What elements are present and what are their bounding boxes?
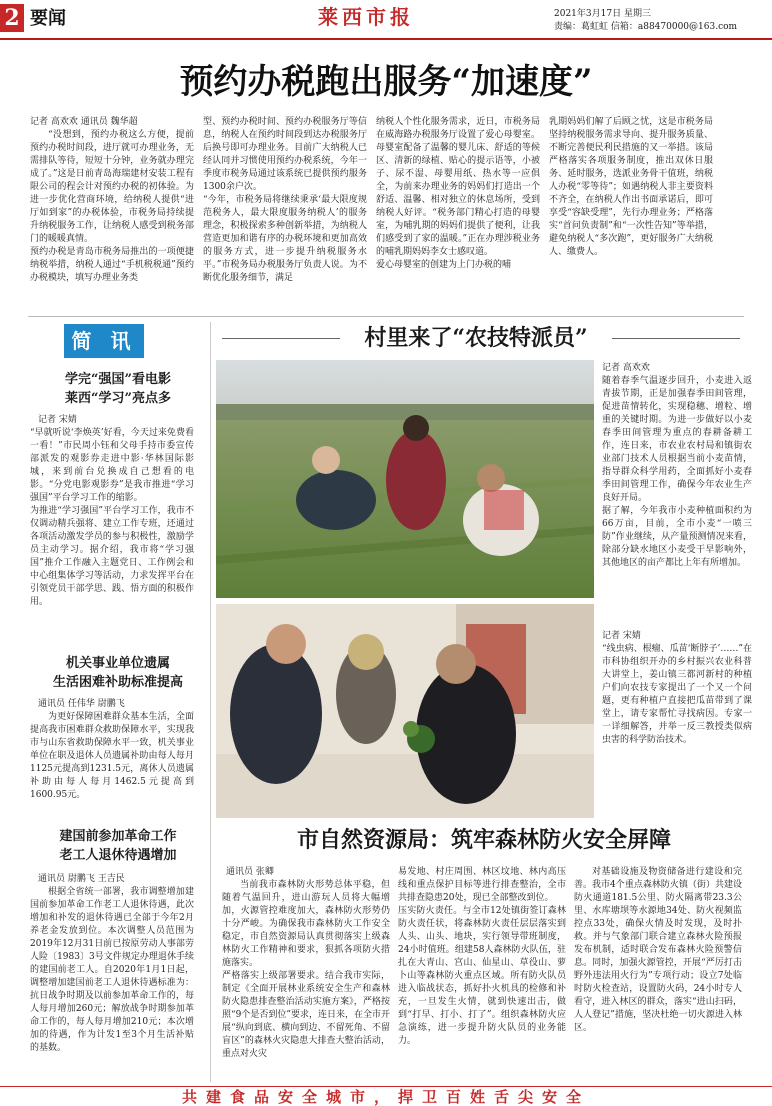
agri-text-2: “线虫病、根瘤、瓜苗‘断脖子’……”在市科协组织开办的乡村振兴农业科普大讲堂上，姜山镇三都河新村的种植户们向农技专家提出了一个又一个问题，更有种植户直接把瓜苗带到了课堂上，请专家帮忙寻找病因。专家一一详细解答，并举一反三教授类似病虫害的科学防治技术。 xyxy=(602,644,752,745)
sidebar-divider xyxy=(210,322,211,1082)
brief2-byline: 通讯员 任伟华 尉鹏飞 xyxy=(38,699,125,709)
forest-col-2: 易发地、村庄周围、林区坟地、林内高压线和重点保护目标等进行排查整治，全市共排查隐患20处，现已全部整改到位。 压实防火责任。与全市12处镇街签订森林防火责任状，将森林防火责任层层落实到人头、山头、地块，实行领导带班制度，24小时值班。组建58人森林防火队伍，驻扎在大青山、宫山、仙星山、草役山、萝卜山等森林防火重点区域。所有防火队员进入临战状态，抓好扑火机具的检修和补充，一旦发生火情，就到快速出击，做到“打早、打小、打了”。组织森林防火应急演练，进一步提升防火队员的业务能力。 xyxy=(398,867,566,1046)
headline-agri: 村里来了“农技特派员” xyxy=(364,325,588,351)
brief1-title-line2: 莱西“学习”亮点多 xyxy=(65,391,171,406)
header-rule xyxy=(0,38,772,40)
forest-col-1: 当前我市森林防火形势总体平稳，但随着气温回升，进山游玩人员将大幅增加，火源管控难度加大，森林防火形势仍十分严峻。为确保我市森林防火工作安全稳定，市自然资源局认真贯彻落实上级森林防火工作精神和要求，狠抓各项防火措施落实。 严格落实上级部署要求。结合我市实际，制定《全面开展林业系统安全生产和森林防火隐患排查整治活动实施方案》，严格按照“9个是否到位”要求，连日来，在全市开展“纵向到底、横向到边、不留死角、不留盲区”的森林火灾隐患大排查大整治活动，重点对火灾 xyxy=(222,880,390,1059)
section-label: 要闻 xyxy=(30,8,66,29)
photo-seedling-inspection xyxy=(216,604,594,818)
issue-date: 2021年3月17日 星期三 xyxy=(554,9,651,19)
photo-wheat-field xyxy=(216,360,594,598)
brief-label: 简 讯 xyxy=(64,324,144,358)
brief1-byline: 记者 宋婧 xyxy=(38,415,77,425)
brief2-title xyxy=(30,654,206,692)
brief2-title-line2: 生活困难补助标准提高 xyxy=(52,675,183,690)
agri-byline-1: 记者 高欢欢 xyxy=(602,363,650,373)
masthead: 莱西市报 xyxy=(318,5,414,29)
brief1-title xyxy=(30,370,206,408)
tax-col-1: “没想到，预约办税这么方便，提前预约办税时间段，进厅就可办理业务，无需排队等待，短短十分钟，业务就办理完成了。”这是日前青岛海瑞建材安装工程有限公司的程会计对预约办税的初体验。为进一步优化营商环境，给纳税人提供“进厅如到家”的办税体验，市税务局持续提升纳税服务工作，让纳税人感受到税务部门的暖暖真情。 预约办税是青岛市税务局推出的一项便捷纳税举措，纳税人通过“手机税税通”预约办税模块，填写办理业务类 xyxy=(30,130,194,283)
agri-title-rule-right xyxy=(612,338,740,339)
agri-byline-2: 记者 宋婧 xyxy=(602,631,641,641)
editor-line: 责编：葛虹虹 信箱：a88470000@163.com xyxy=(554,22,738,32)
brief3-title-line1: 建国前参加革命工作 xyxy=(59,829,177,844)
headline-tax: 预约办税跑出服务“加速度” xyxy=(179,62,593,102)
tax-col-2: 型、预约办税时间、预约办税服务厅等信息，纳税人在预约时间段到达办税服务厅后换号即可办理业务。目前广大纳税人已经认同并习惯使用预约办税系统，今年一季度市税务局通过该系统已提供预约服务1300余户次。 “今年，市税务局将继续秉承‘最大限度规范税务人，最大限度服务纳税人’的服务理念，积极探索多种创新举措，为纳税人营造更加和谐有序的办税环境和更加高效的服务方式，进一步提升纳税服务水平。”市税务局办税服务厅负责人说。为不断优化服务细节，满足 xyxy=(203,117,367,283)
footer-rule xyxy=(0,1086,772,1087)
byline-forest: 通讯员 张卿 xyxy=(226,867,274,877)
tax-col-3: 纳税人个性化服务需求，近日，市税务局在威海路办税服务厅设置了爱心母婴室。母婴室配备了温馨的婴儿床、舒适的等候区、清新的绿植、贴心的提示语等，小被子、尿不湿、母婴用纸、热水等一应俱全，为前来办理业务的妈妈们打造出一个舒适、温馨、相对独立的休息场所，受到纳税人好评。“税务部门精心打造的母婴室，为哺乳期的妈妈们提供了便利，让我们感受到了家的温暖。”正在办理涉税业务的哺乳期妈妈李女士感叹道。 爱心母婴室的创建为上门办税的哺 xyxy=(376,117,540,270)
section-divider xyxy=(28,316,744,317)
brief3-title-line2: 老工人退休待遇增加 xyxy=(59,848,177,863)
byline-tax: 记者 高欢欢 通讯员 魏华超 xyxy=(30,117,138,127)
page-number-box: 2 xyxy=(0,4,24,32)
brief3-text: 根据全省统一部署，我市调整增加建国前参加革命工作老工人退休待遇，此次增加和补发的退休待遇已全部于今年2月养老金发放到位。本次调整人员范围为2019年12月31日前已按原劳动人事部劳人险〔1983〕3号文件规定办理退休手续的建国前老工人。自2020年1月1日起，调整增加建国前老工人退休待遇标准为：抗日战争时期及以前参加革命工作的，每人每月增加260元；解放战争时期参加革命工作的，每人每月增加210元；本次增加的待遇，作为计发1至3个月生活补贴的基数。 xyxy=(30,887,194,1053)
brief1-text: “早就听说‘李焕英’好看，今天过来免费看一看！”市民周小钰和父母手持市委宣传部派发的观影券走进中影·华林国际影城，来到前台兑换成自己想看的电影。“分党电影观影券”是我市推进“学习强国”平台学习工作的缩影。 为推进“学习强国”平台学习工作，我市不仅调动精兵强将、建立工作专班，还通过各项活动激发学员的参与积极性，激励学员主动学习。据介绍，我市将“学习强国”推介工作融入主题党日、工作例会和中心组集体学习等活动，力求发挥平台在引领党员干部学思、践、悟方面的积极作用。 xyxy=(30,428,194,607)
agri-text-1: 随着春季气温逐步回升，小麦进入返青拔节期，正是加强春季田间管理，促进苗情转化，实现稳穗、增粒、增重的关键时期。为进一步做好以小麦春季田间管理为重点的春耕备耕工作，连日来，市农业农村局和镇街农业部门技术人员根据当前小麦苗情，指导群众科学用药，全面抓好小麦春季田间管理工作，确保今年农业生产良好开局。 据了解，今年我市小麦种植面积约为66万亩，目前，全市小麦“一喷三防”作业继续，从产量预测情况来看，除部分缺水地区小麦受干旱影响外，其他地区的亩产都比上年有所增加。 xyxy=(602,376,752,568)
brief3-title xyxy=(30,827,206,865)
agri-title-rule-left xyxy=(222,338,340,339)
brief2-text: 为更好保障困难群众基本生活，全面提高我市困难群众救助保障水平，实现我市与山东省救助保障水平一致，机关事业单位在职及退休人员遗属补助由每人每月1125元提高到1231.5元，离休人员遗属补助由每人每月1462.5元提高到1600.95元。 xyxy=(30,712,194,800)
footer-slogan: 共建食品安全城市，捍卫百姓舌尖安全 xyxy=(181,1088,590,1106)
forest-col-3: 对基础设施及物资储备进行建设和完善。我市4个重点森林防火镇（街）共建设防火通道181.5公里、防火隔离带23.3公里、水库塘坝等水源地34处、防火视频监控点33处，确保火情及时发现，及时扑救。并与气象部门联合建立森林火险预报发布机制，适时联合发布森林火险预警信息。同时，加强火源管控，开展“严厉打击野外违法用火行为”专项行动；设立7处临时防火检查站，设置防火码，24小时专人看守，进入林区的群众，落实“进山扫码，人人登记”措施，坚决杜绝一切火源进入林区。 xyxy=(574,867,742,1033)
brief2-title-line1: 机关事业单位遗属 xyxy=(65,656,170,671)
tax-col-4: 乳期妈妈们解了后顾之忧，这是市税务局坚持纳税服务需求导向、提升服务质量、不断完善便民利民措施的又一举措。该局严格落实各项服务制度，推出双休日服务、延时服务，选派业务骨干值班，纳税人办税“零等待”；如遇纳税人非主要资料不齐全，在纳税人作出书面承诺后，即可享受“容缺受理”，先行办理业务；严格落实“首问负责制”和“一次性告知”等举措，避免纳税人“多次跑”，更好服务广大纳税人、缴费人。 xyxy=(549,117,713,257)
brief3-byline: 通讯员 尉鹏飞 王吉民 xyxy=(38,874,125,884)
headline-forest: 市自然资源局：筑牢森林防火安全屏障 xyxy=(296,827,671,853)
brief1-title-line1: 学完“强国”看电影 xyxy=(65,372,171,387)
